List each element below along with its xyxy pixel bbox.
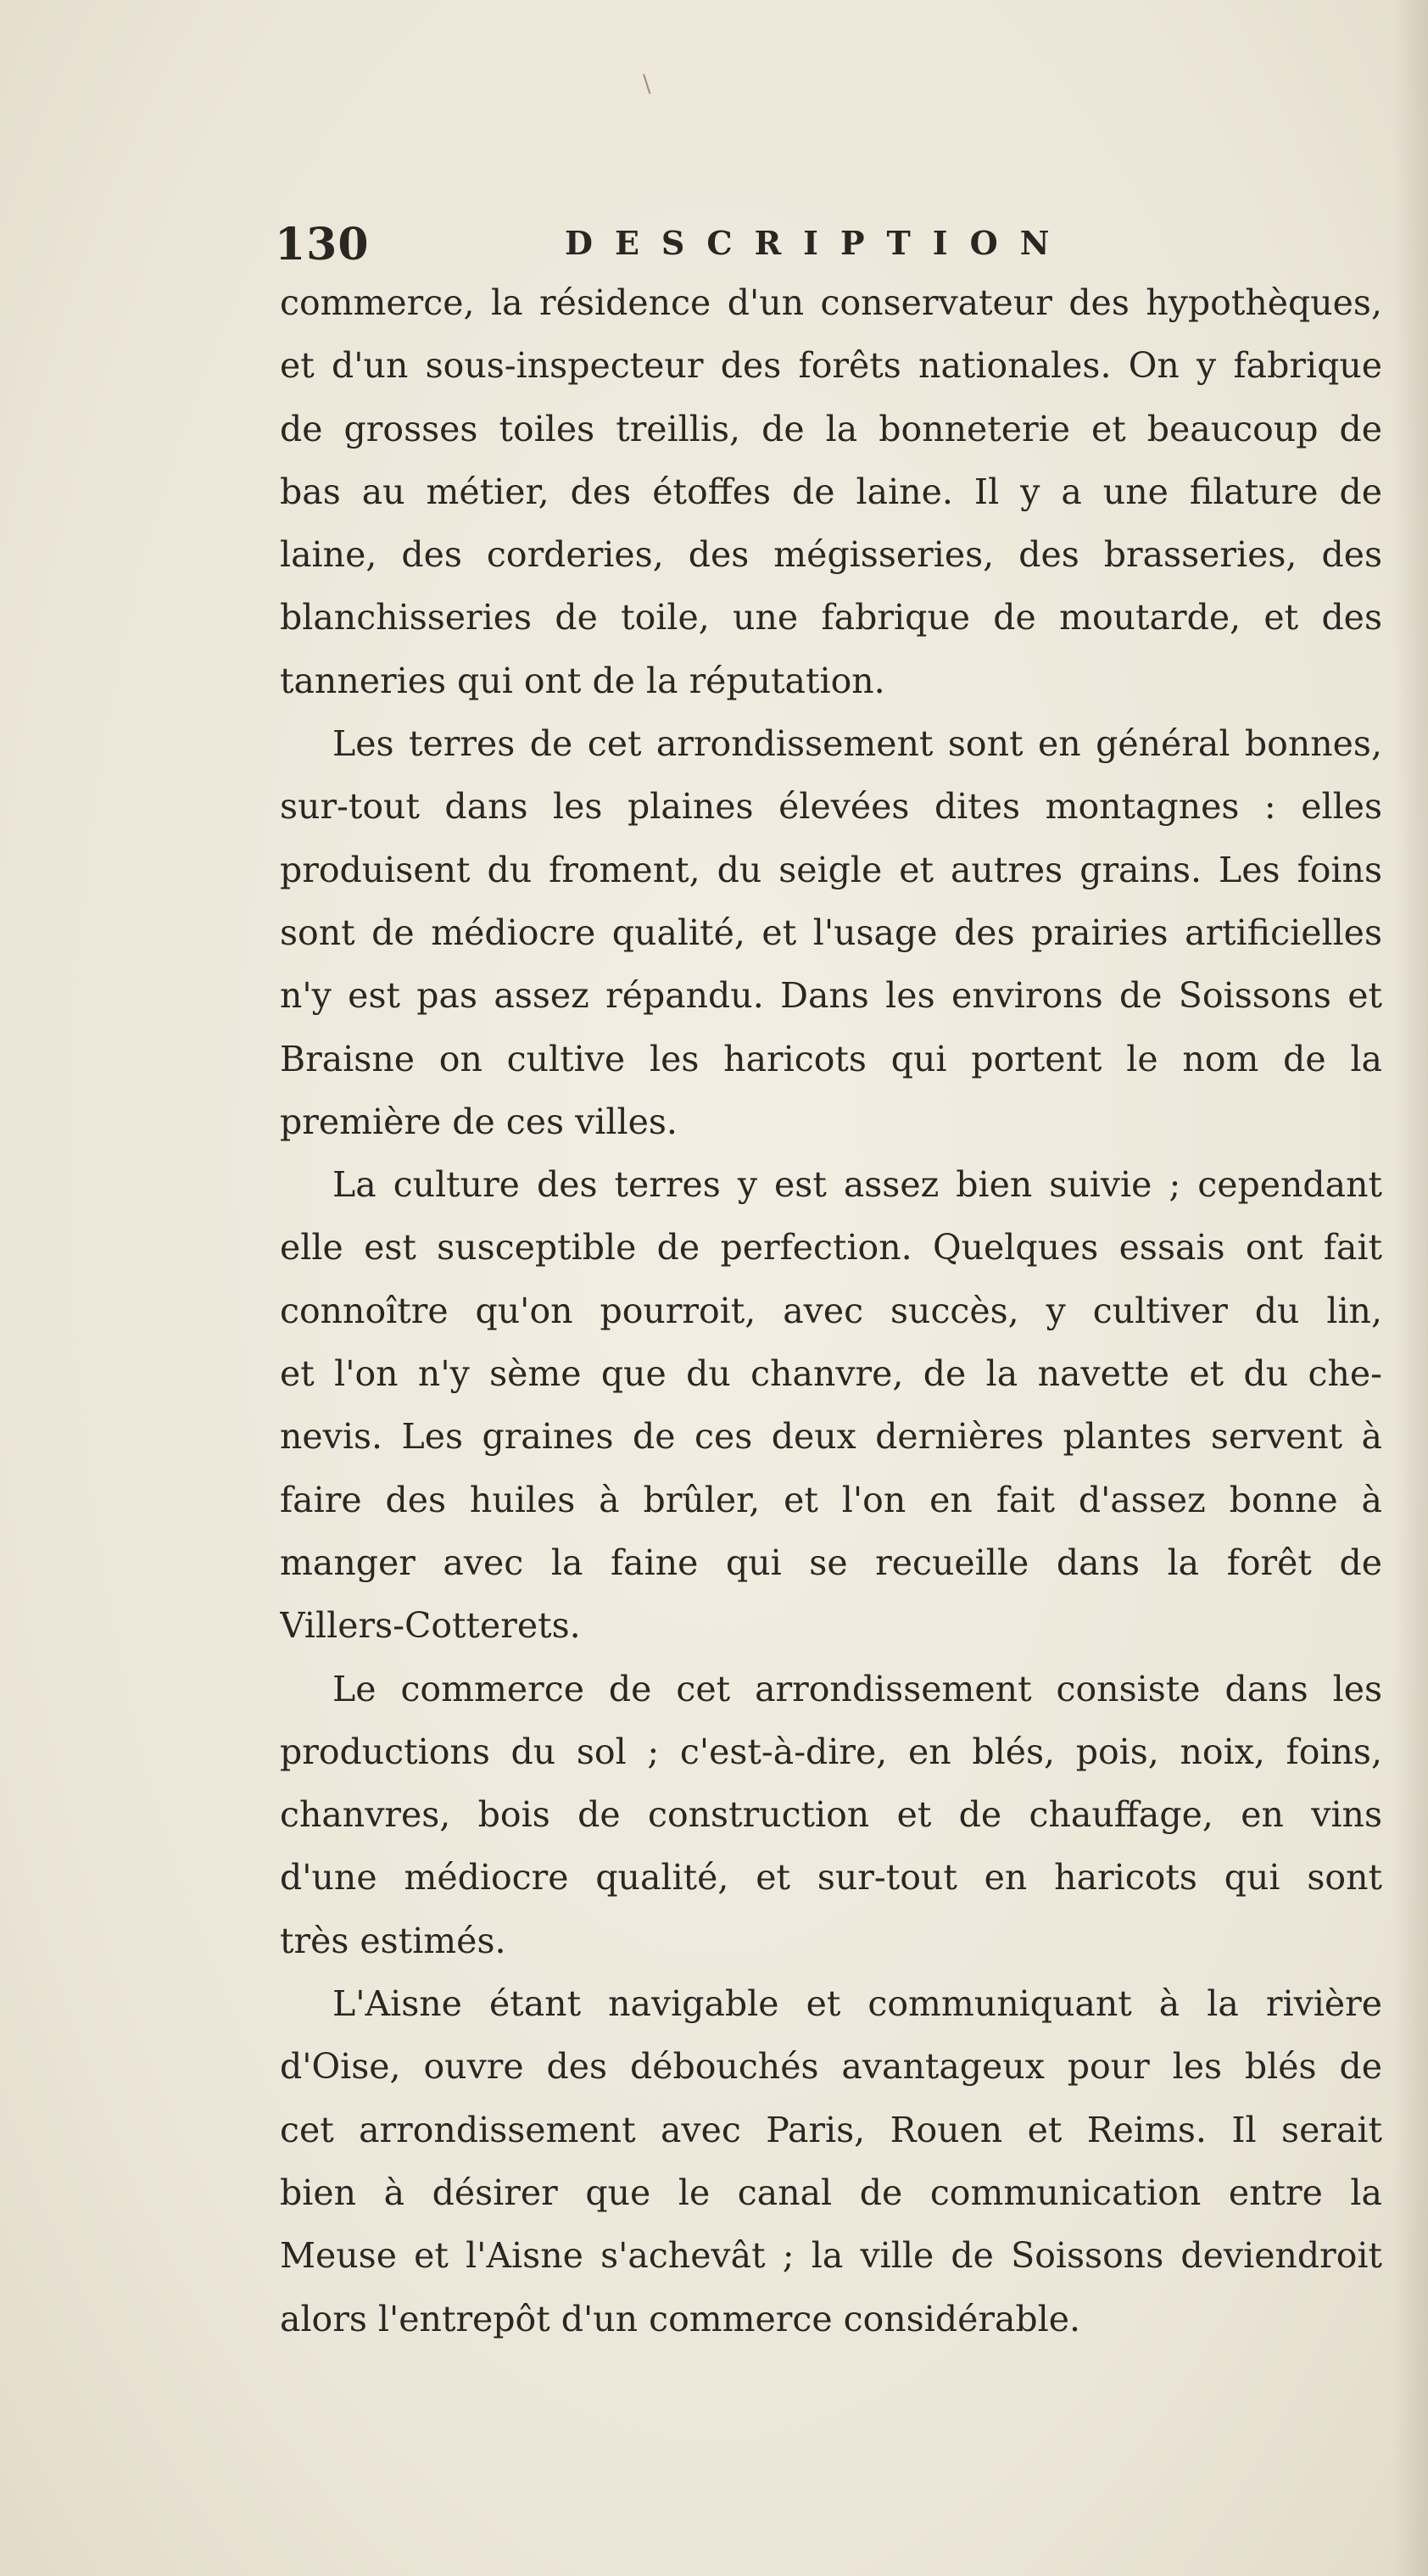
text-line: bas au métier, des étoffes de laine. Il y a une filature de: [280, 471, 1382, 512]
text-line: productions du sol ; c'est-à-dire, en blés, pois, noix, foins,: [280, 1731, 1382, 1772]
text-line: manger avec la faine qui se recueille dans la forêt de: [280, 1542, 1382, 1583]
text-line: sur-tout dans les plaines élevées dites montagnes : elles: [280, 786, 1382, 828]
text-line: et l'on n'y sème que du chanvre, de la navette et du che-: [280, 1353, 1382, 1395]
page-number: 130: [275, 219, 370, 270]
text-line: n'y est pas assez répandu. Dans les environs de Soissons et: [280, 975, 1382, 1017]
text-line: elle est susceptible de perfection. Quelques essais ont fait: [280, 1227, 1382, 1268]
text-line: alors l'entrepôt d'un commerce considérable.: [280, 2298, 1081, 2339]
running-title: DESCRIPTION: [565, 224, 1072, 262]
text-line: Braisne on cultive les haricots qui portent le nom de la: [280, 1038, 1382, 1079]
paper-speck: \: [643, 70, 651, 98]
text-line: nevis. Les graines de ces deux dernières plantes servent à: [280, 1416, 1382, 1458]
text-line: première de ces villes.: [280, 1101, 678, 1142]
text-line: d'une médiocre qualité, et sur-tout en haricots qui sont: [280, 1857, 1382, 1899]
paragraph-first-line: Le commerce de cet arrondissement consiste dans les: [332, 1668, 1382, 1709]
text-line: cet arrondissement avec Paris, Rouen et Reims. Il serait: [280, 2109, 1382, 2150]
text-line: faire des huiles à brûler, et l'on en fait d'assez bonne à: [280, 1479, 1382, 1520]
text-line: tanneries qui ont de la réputation.: [280, 660, 885, 701]
page-header: [275, 219, 1174, 278]
paragraph-first-line: La culture des terres y est assez bien suivie ; cependant: [332, 1164, 1382, 1206]
text-line: commerce, la résidence d'un conservateur des hypothèques,: [280, 282, 1382, 323]
text-line: Meuse et l'Aisne s'achevât ; la ville de Soissons deviendroit: [280, 2235, 1382, 2277]
text-line: très estimés.: [280, 1920, 506, 1961]
text-line: sont de médiocre qualité, et l'usage des prairies artificielles: [280, 912, 1382, 953]
text-line: d'Oise, ouvre des débouchés avantageux pour les blés de: [280, 2046, 1382, 2088]
text-line: laine, des corderies, des mégisseries, des brasseries, des: [280, 534, 1382, 576]
text-line: blanchisseries de toile, une fabrique de moutarde, et des: [280, 597, 1382, 638]
text-line: bien à désirer que le canal de communication entre la: [280, 2172, 1382, 2213]
text-line: connoître qu'on pourroit, avec succès, y cultiver du lin,: [280, 1290, 1382, 1331]
paragraph-first-line: L'Aisne étant navigable et communiquant à la rivière: [332, 1983, 1382, 2025]
text-line: de grosses toiles treillis, de la bonneterie et beaucoup de: [280, 408, 1382, 449]
text-line: Villers-Cotterets.: [280, 1605, 581, 1647]
text-line: et d'un sous-inspecteur des forêts nationales. On y fabrique: [280, 345, 1382, 387]
text-line: chanvres, bois de construction et de chauffage, en vins: [280, 1794, 1382, 1836]
paragraph-first-line: Les terres de cet arrondissement sont en général bonnes,: [332, 723, 1382, 765]
page-edge-shadow: [1394, 0, 1428, 2576]
body-text: [280, 271, 1382, 2350]
text-line: produisent du froment, du seigle et autres grains. Les foins: [280, 849, 1382, 890]
